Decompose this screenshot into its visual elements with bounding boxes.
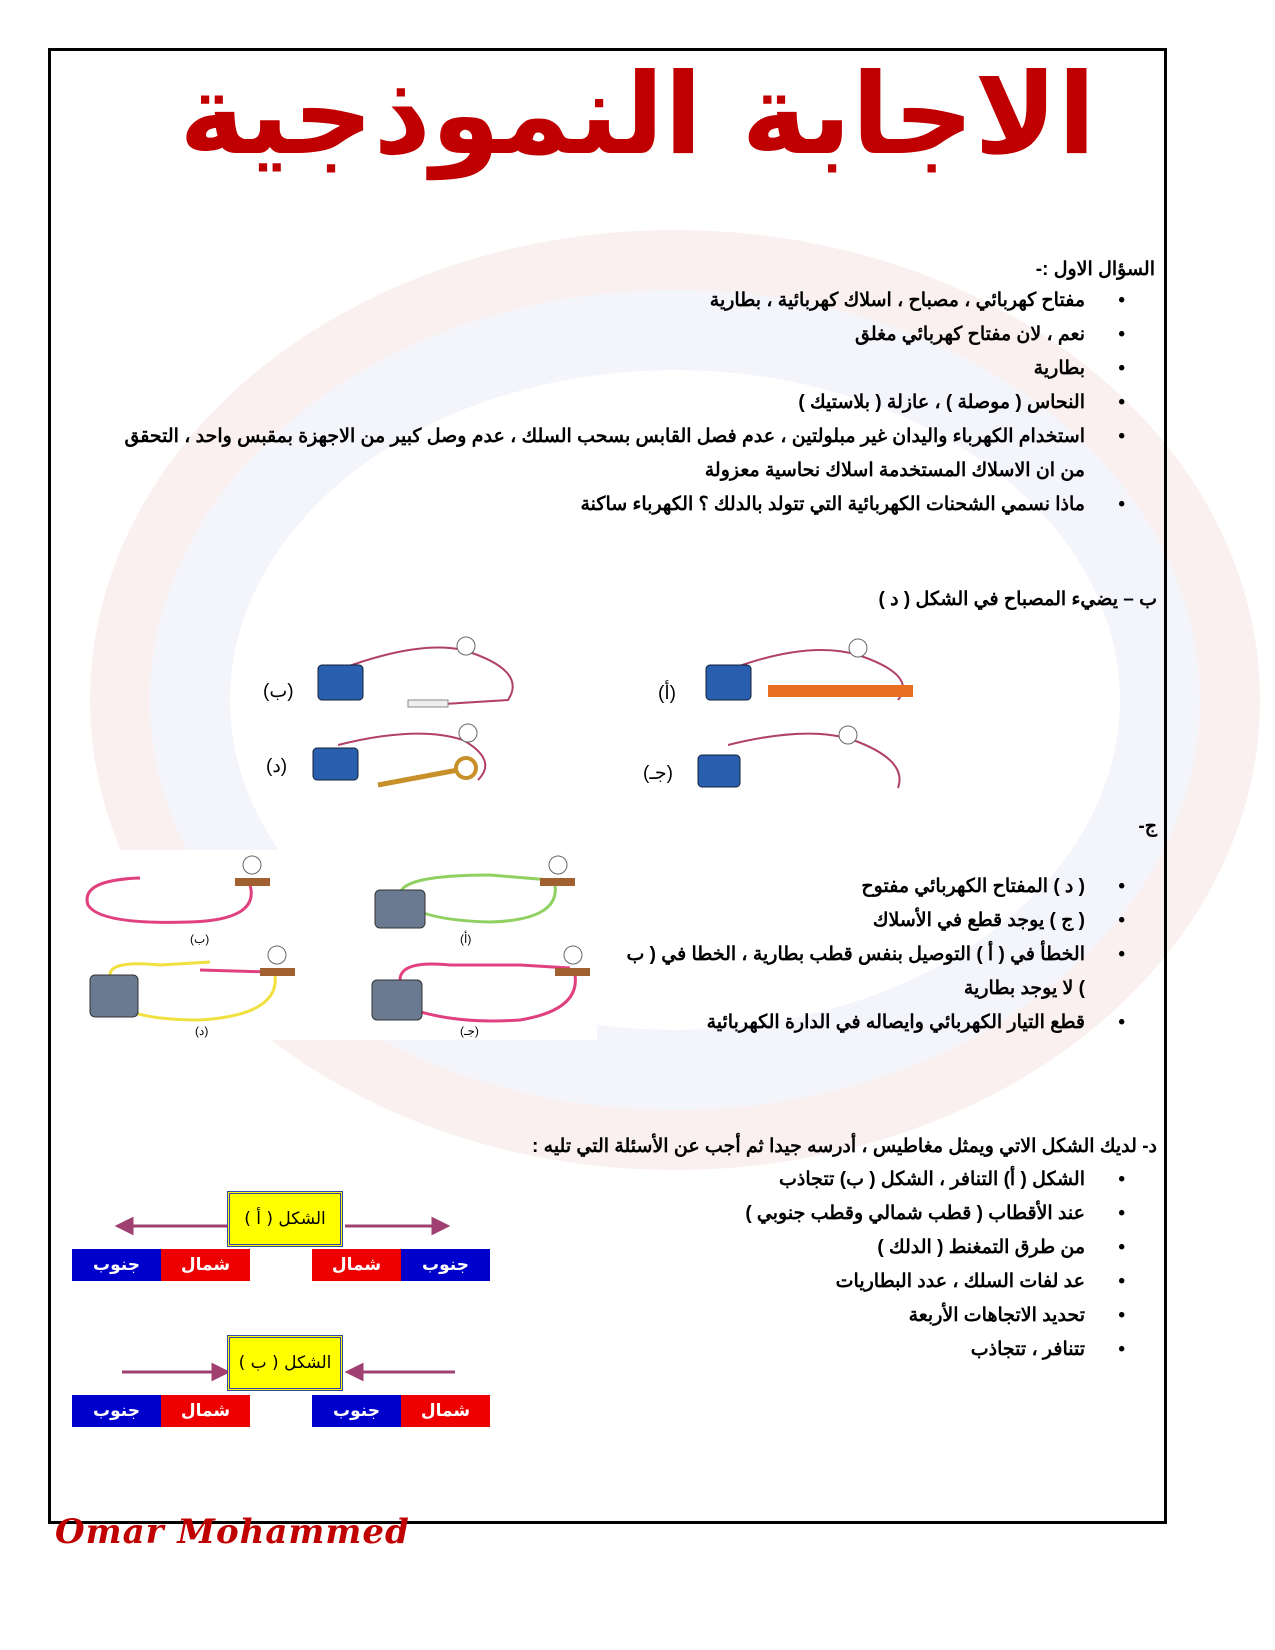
south-pole: جنوب: [72, 1249, 161, 1281]
north-pole: شمال: [312, 1249, 401, 1281]
south-pole: جنوب: [72, 1395, 161, 1427]
magnets-figure: [70, 1185, 495, 1430]
circuits-figure-b: [258, 630, 926, 795]
answer-item: • بطارية: [105, 352, 1085, 386]
answer-item: • النحاس ( موصلة ) ، عازلة ( بلاستيك ): [105, 386, 1085, 420]
north-pole: شمال: [161, 1395, 250, 1427]
circuit-label-b: (ب): [190, 932, 210, 946]
circuit-label-a: (أ): [658, 683, 676, 704]
magnet-b-left: [72, 1395, 250, 1427]
answer-item: • قطع التيار الكهربائي وايصاله في الدارة الكهربائية: [625, 1006, 1085, 1040]
south-pole: جنوب: [401, 1249, 490, 1281]
answer-item: • تتنافر ، تتجاذب: [565, 1333, 1085, 1367]
answer-item: • الخطأ في ( أ ) التوصيل بنفس قطب بطارية ، الخطا في ( ب ) لا يوجد بطارية: [625, 938, 1085, 1006]
qb-heading: ب – يضيء المصباح في الشكل ( د ): [878, 589, 1157, 610]
figure-b-label: الشكل ( ب ): [227, 1335, 343, 1391]
answer-item: • نعم ، لان مفتاح كهربائي مغلق: [105, 318, 1085, 352]
answer-item: • مفتاح كهربائي ، مصباح ، اسلاك كهربائية ، بطارية: [105, 284, 1085, 318]
answer-item: • ماذا نسمي الشحنات الكهربائية التي تتولد بالدلك ؟ الكهرباء ساكنة: [105, 488, 1085, 522]
qc-answers: [625, 870, 1085, 1040]
circuit-label-b: (ب): [263, 681, 294, 702]
magnet-a-right: [312, 1249, 490, 1281]
qd-heading: د- لديك الشكل الاتي ويمثل مغاطيس ، أدرسه جيدا ثم أجب عن الأسئلة التي تليه :: [532, 1136, 1157, 1157]
answer-item: • تحديد الاتجاهات الأربعة: [565, 1299, 1085, 1333]
q1-answers: [105, 284, 1085, 522]
answer-item: • ( ج ) يوجد قطع في الأسلاك: [625, 904, 1085, 938]
q1-heading: السؤال الاول :-: [1035, 259, 1155, 280]
figure-a-label: الشكل ( أ ): [227, 1191, 343, 1247]
south-pole: جنوب: [312, 1395, 401, 1427]
circuit-label-d: (د): [195, 1024, 209, 1038]
north-pole: شمال: [401, 1395, 490, 1427]
magnet-b-right: [312, 1395, 490, 1427]
circuit-label-j: (جـ): [643, 763, 673, 784]
answer-item: • عند الأقطاب ( قطب شمالي وقطب جنوبي ): [565, 1197, 1085, 1231]
circuits-figure-c: [70, 850, 597, 1040]
answer-item: • استخدام الكهرباء واليدان غير مبلولتين ، عدم فصل القابس بسحب السلك ، عدم وصل كبير من الاجهزة بمقبس واحد ، التحقق من ان الاسلاك المستخدمة اسلاك نحاسية معزولة: [105, 420, 1085, 488]
circuit-label-a: (أ): [460, 932, 472, 946]
page-title: الاجابة النموذجية: [179, 50, 1096, 180]
qc-heading: ج-: [1138, 816, 1157, 837]
answer-item: • الشكل ( أ) التنافر ، الشكل ( ب) تتجاذب: [565, 1163, 1085, 1197]
answer-item: • من طرق التمغنط ( الدلك ): [565, 1231, 1085, 1265]
answer-item: • عد لفات السلك ، عدد البطاريات: [565, 1265, 1085, 1299]
answer-item: • ( د ) المفتاح الكهربائي مفتوح: [625, 870, 1085, 904]
magnet-a-left: [72, 1249, 250, 1281]
circuit-label-d: (د): [266, 756, 288, 777]
circuit-label-j: (جـ): [460, 1024, 479, 1038]
author-signature: Omar Mohammed: [55, 1512, 410, 1552]
north-pole: شمال: [161, 1249, 250, 1281]
qd-answers: [565, 1163, 1085, 1367]
